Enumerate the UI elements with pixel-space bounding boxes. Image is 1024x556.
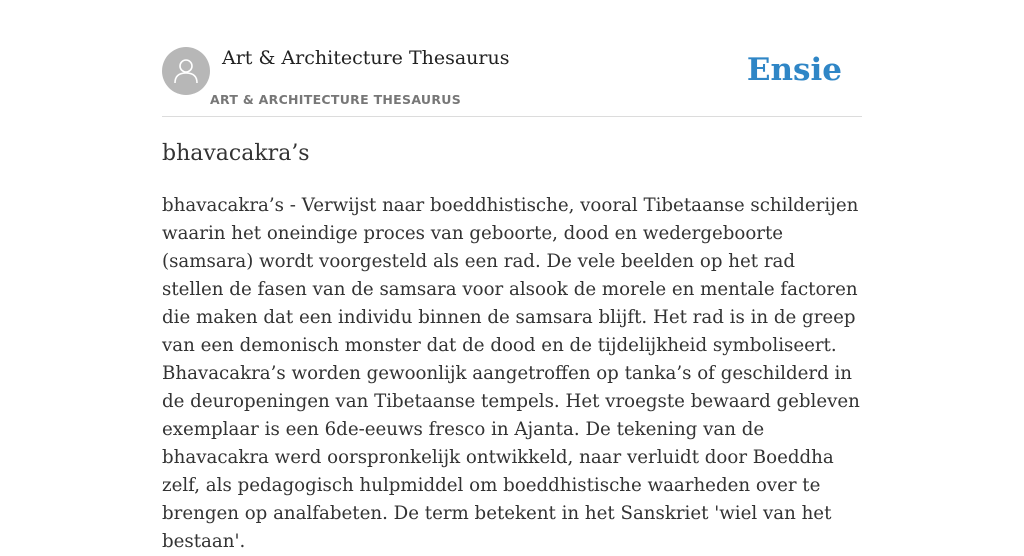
source-title-link[interactable]: Art & Architecture Thesaurus bbox=[222, 47, 510, 69]
definition-text: bhavacakra’s - Verwijst naar boeddhistische, vooral Tibetaanse schilderijen waarin het oneindige proces van geboorte, dood en wedergeboorte (samsara) wordt voorgesteld als een rad. De vele beelden op het rad stellen de fasen van de samsara voor alsook de morele en mentale factoren die maken dat een individu binnen de samsara blijft. Het rad is in de greep van een demonisch monster dat de dood en de tijdelijkheid symboliseert. Bhavacakra’s worden gewoonlijk aangetroffen op tanka’s of geschilderd in de deuropeningen van Tibetaanse tempels. Het vroegste bewaard gebleven exemplaar is een 6de-eeuws fresco in Ajanta. De tekening van de bhavacakra werd oorspronkelijk ontwikkeld, naar verluidt door Boeddha zelf, als pedagogisch hulpmiddel om boeddhistische waarheden over te brengen op analfabeten. De term betekent in het Sanskriet 'wiel van het bestaan'. bbox=[162, 195, 860, 552]
source-subtitle: ART & ARCHITECTURE THESAURUS bbox=[210, 92, 462, 107]
source-header bbox=[162, 47, 862, 117]
term-title: bhavacakra’s bbox=[162, 141, 310, 166]
user-icon bbox=[171, 56, 201, 86]
ensie-logo-link[interactable]: Ensie bbox=[746, 52, 842, 88]
source-avatar[interactable] bbox=[162, 47, 210, 95]
